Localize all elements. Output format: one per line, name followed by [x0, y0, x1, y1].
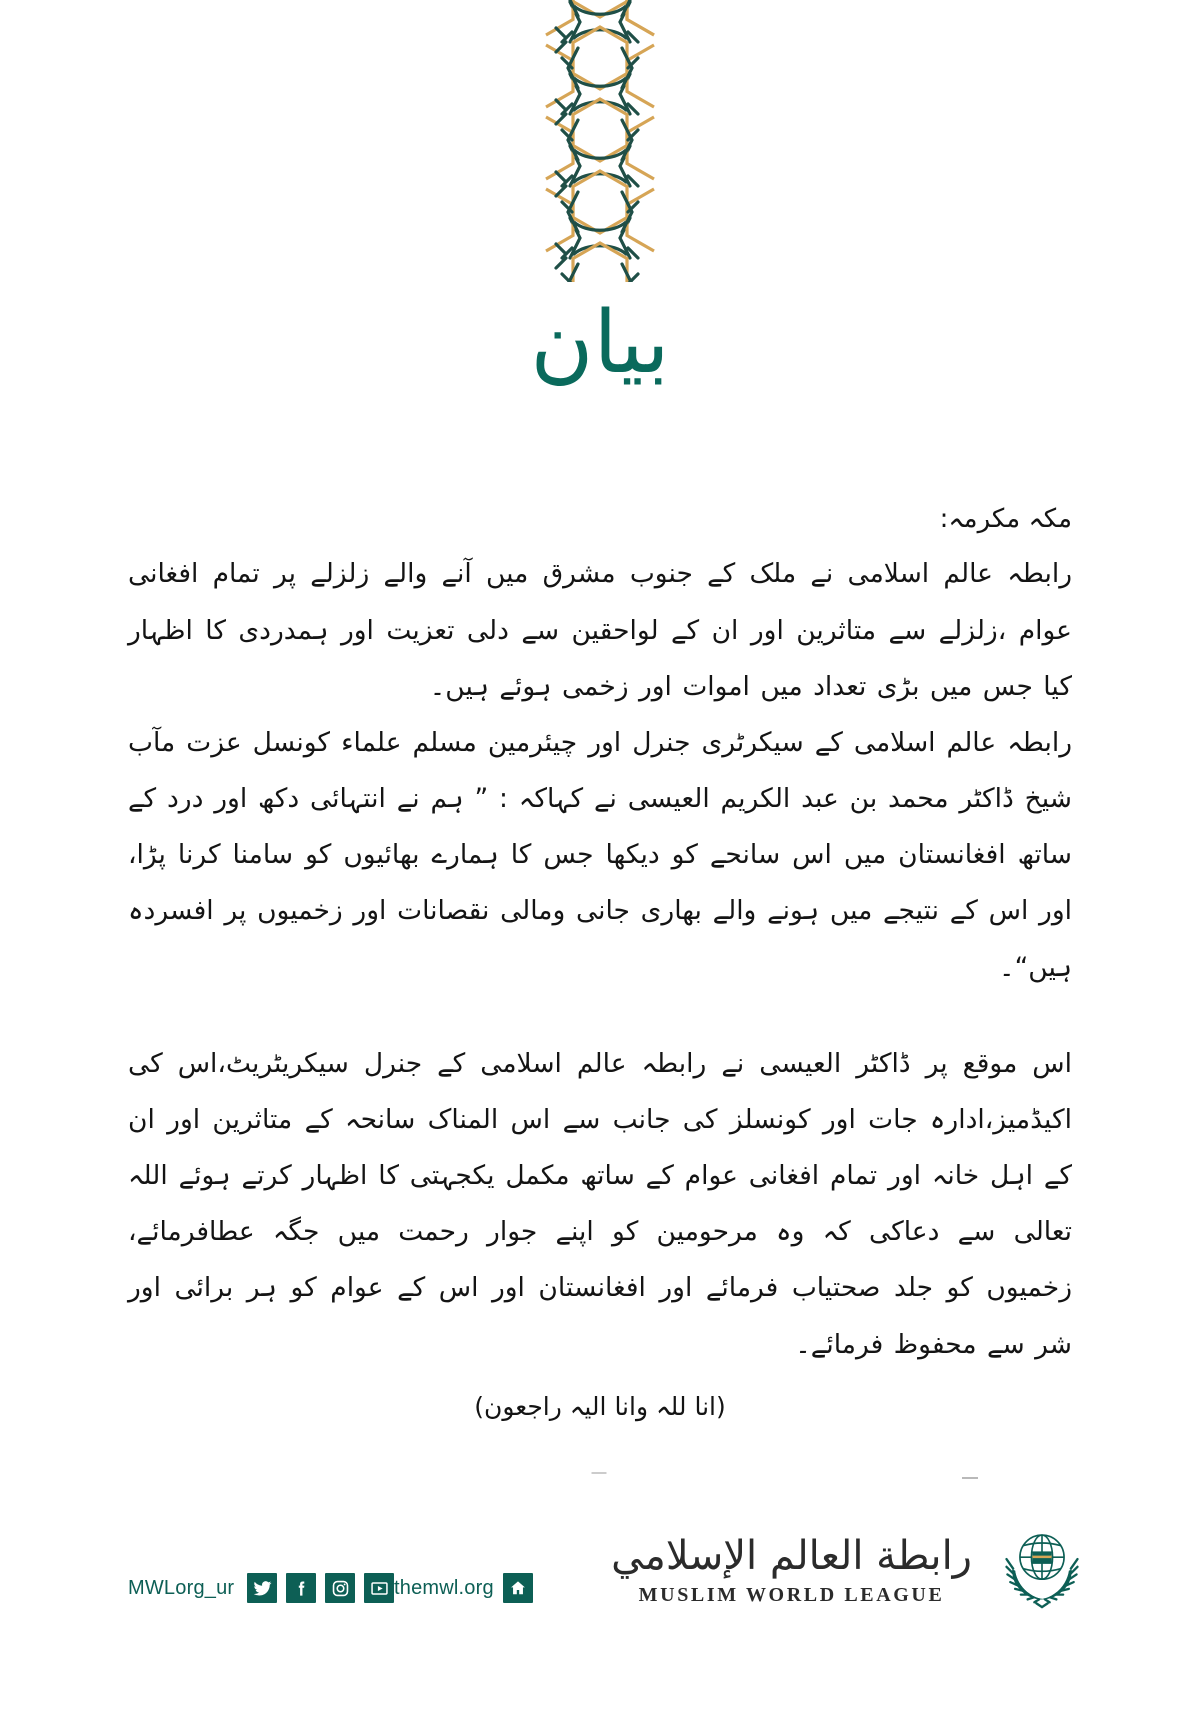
facebook-icon[interactable]: [286, 1573, 316, 1603]
youtube-icon[interactable]: [364, 1573, 394, 1603]
brand-lockup: [611, 1511, 1090, 1611]
statement-body: [128, 495, 1072, 1481]
home-icon[interactable]: [503, 1573, 533, 1603]
page-title: بیان: [530, 293, 670, 393]
mwl-globe-wreath-emblem: [994, 1511, 1090, 1611]
brand-arabic: رابطة العالم الإسلامي: [611, 1533, 972, 1579]
page-footer: [0, 1471, 1200, 1611]
paragraph-2: رابطہ عالم اسلامی کے سیکرٹری جنرل اور چیئرمین مسلم علماء کونسل عزت مآب شیخ ڈاکٹر محمد بن عبد الکریم العیسی نے کہاکہ : ” ہم نے انتہائی دکھ اور درد کے ساتھ افغانستان میں اس سانحے کو دیکھا جس کا ہمارے بھائیوں کو سامنا کرنا پڑا، اور اس کے نتیجے میں ہونے والے بھاری جانی ومالی نقصانات اور زخمیوں پر افسردہ ہیں“۔: [128, 726, 1072, 983]
footer-rule: [962, 1477, 978, 1479]
paragraph-spacer: [128, 996, 1072, 1036]
brand-english: MUSLIM WORLD LEAGUE: [638, 1584, 945, 1606]
brand-text: [611, 1534, 972, 1611]
closing-invocation: (انا للہ وانا الیہ راجعون): [474, 1391, 726, 1421]
paragraph-3: اس موقع پر ڈاکٹر العیسی نے رابطہ عالم اسلامی کے جنرل سیکریٹریٹ،اس کی اکیڈمیز،ادارہ جات اور کونسلز کی جانب سے اس المناک سانحہ کے متاثرین اور ان کے اہل خانہ اور تمام افغانی عوام کے ساتھ مکمل یکجہتی کا اظہار کرتے ہوئے اللہ تعالی سے دعاکی کہ وہ مرحومین کو اپنے جوار رحمت میں جگہ عطافرمائے، زخمیوں کو جلد صحتیاب فرمائے اور افغانستان اور اس کے عوام کو ہر برائی اور شر سے محفوظ فرمائے۔: [128, 1047, 1072, 1360]
title-block: [0, 293, 1200, 393]
website-text: themwl.org: [394, 1576, 494, 1599]
signature-rule: —: [591, 1464, 609, 1482]
dateline: مکہ مکرمہ:: [939, 504, 1072, 534]
instagram-icon[interactable]: [325, 1573, 355, 1603]
paragraph-1: رابطہ عالم اسلامی نے ملک کے جنوب مشرق میں آنے والے زلزلے پر تمام افغانی عوام ،زلزلے سے متاثرین اور ان کے لواحقین سے دلی تعزیت اور ہمدردی کا اظہار کیا جس میں بڑی تعداد میں اموات اور زخمی ہوئے ہیں۔: [128, 558, 1072, 702]
twitter-icon[interactable]: [247, 1573, 277, 1603]
website-link[interactable]: [394, 1573, 533, 1603]
social-handle: MWLorg_ur: [128, 1576, 235, 1599]
header-ornament: [518, 0, 682, 282]
social-links: [128, 1573, 394, 1603]
